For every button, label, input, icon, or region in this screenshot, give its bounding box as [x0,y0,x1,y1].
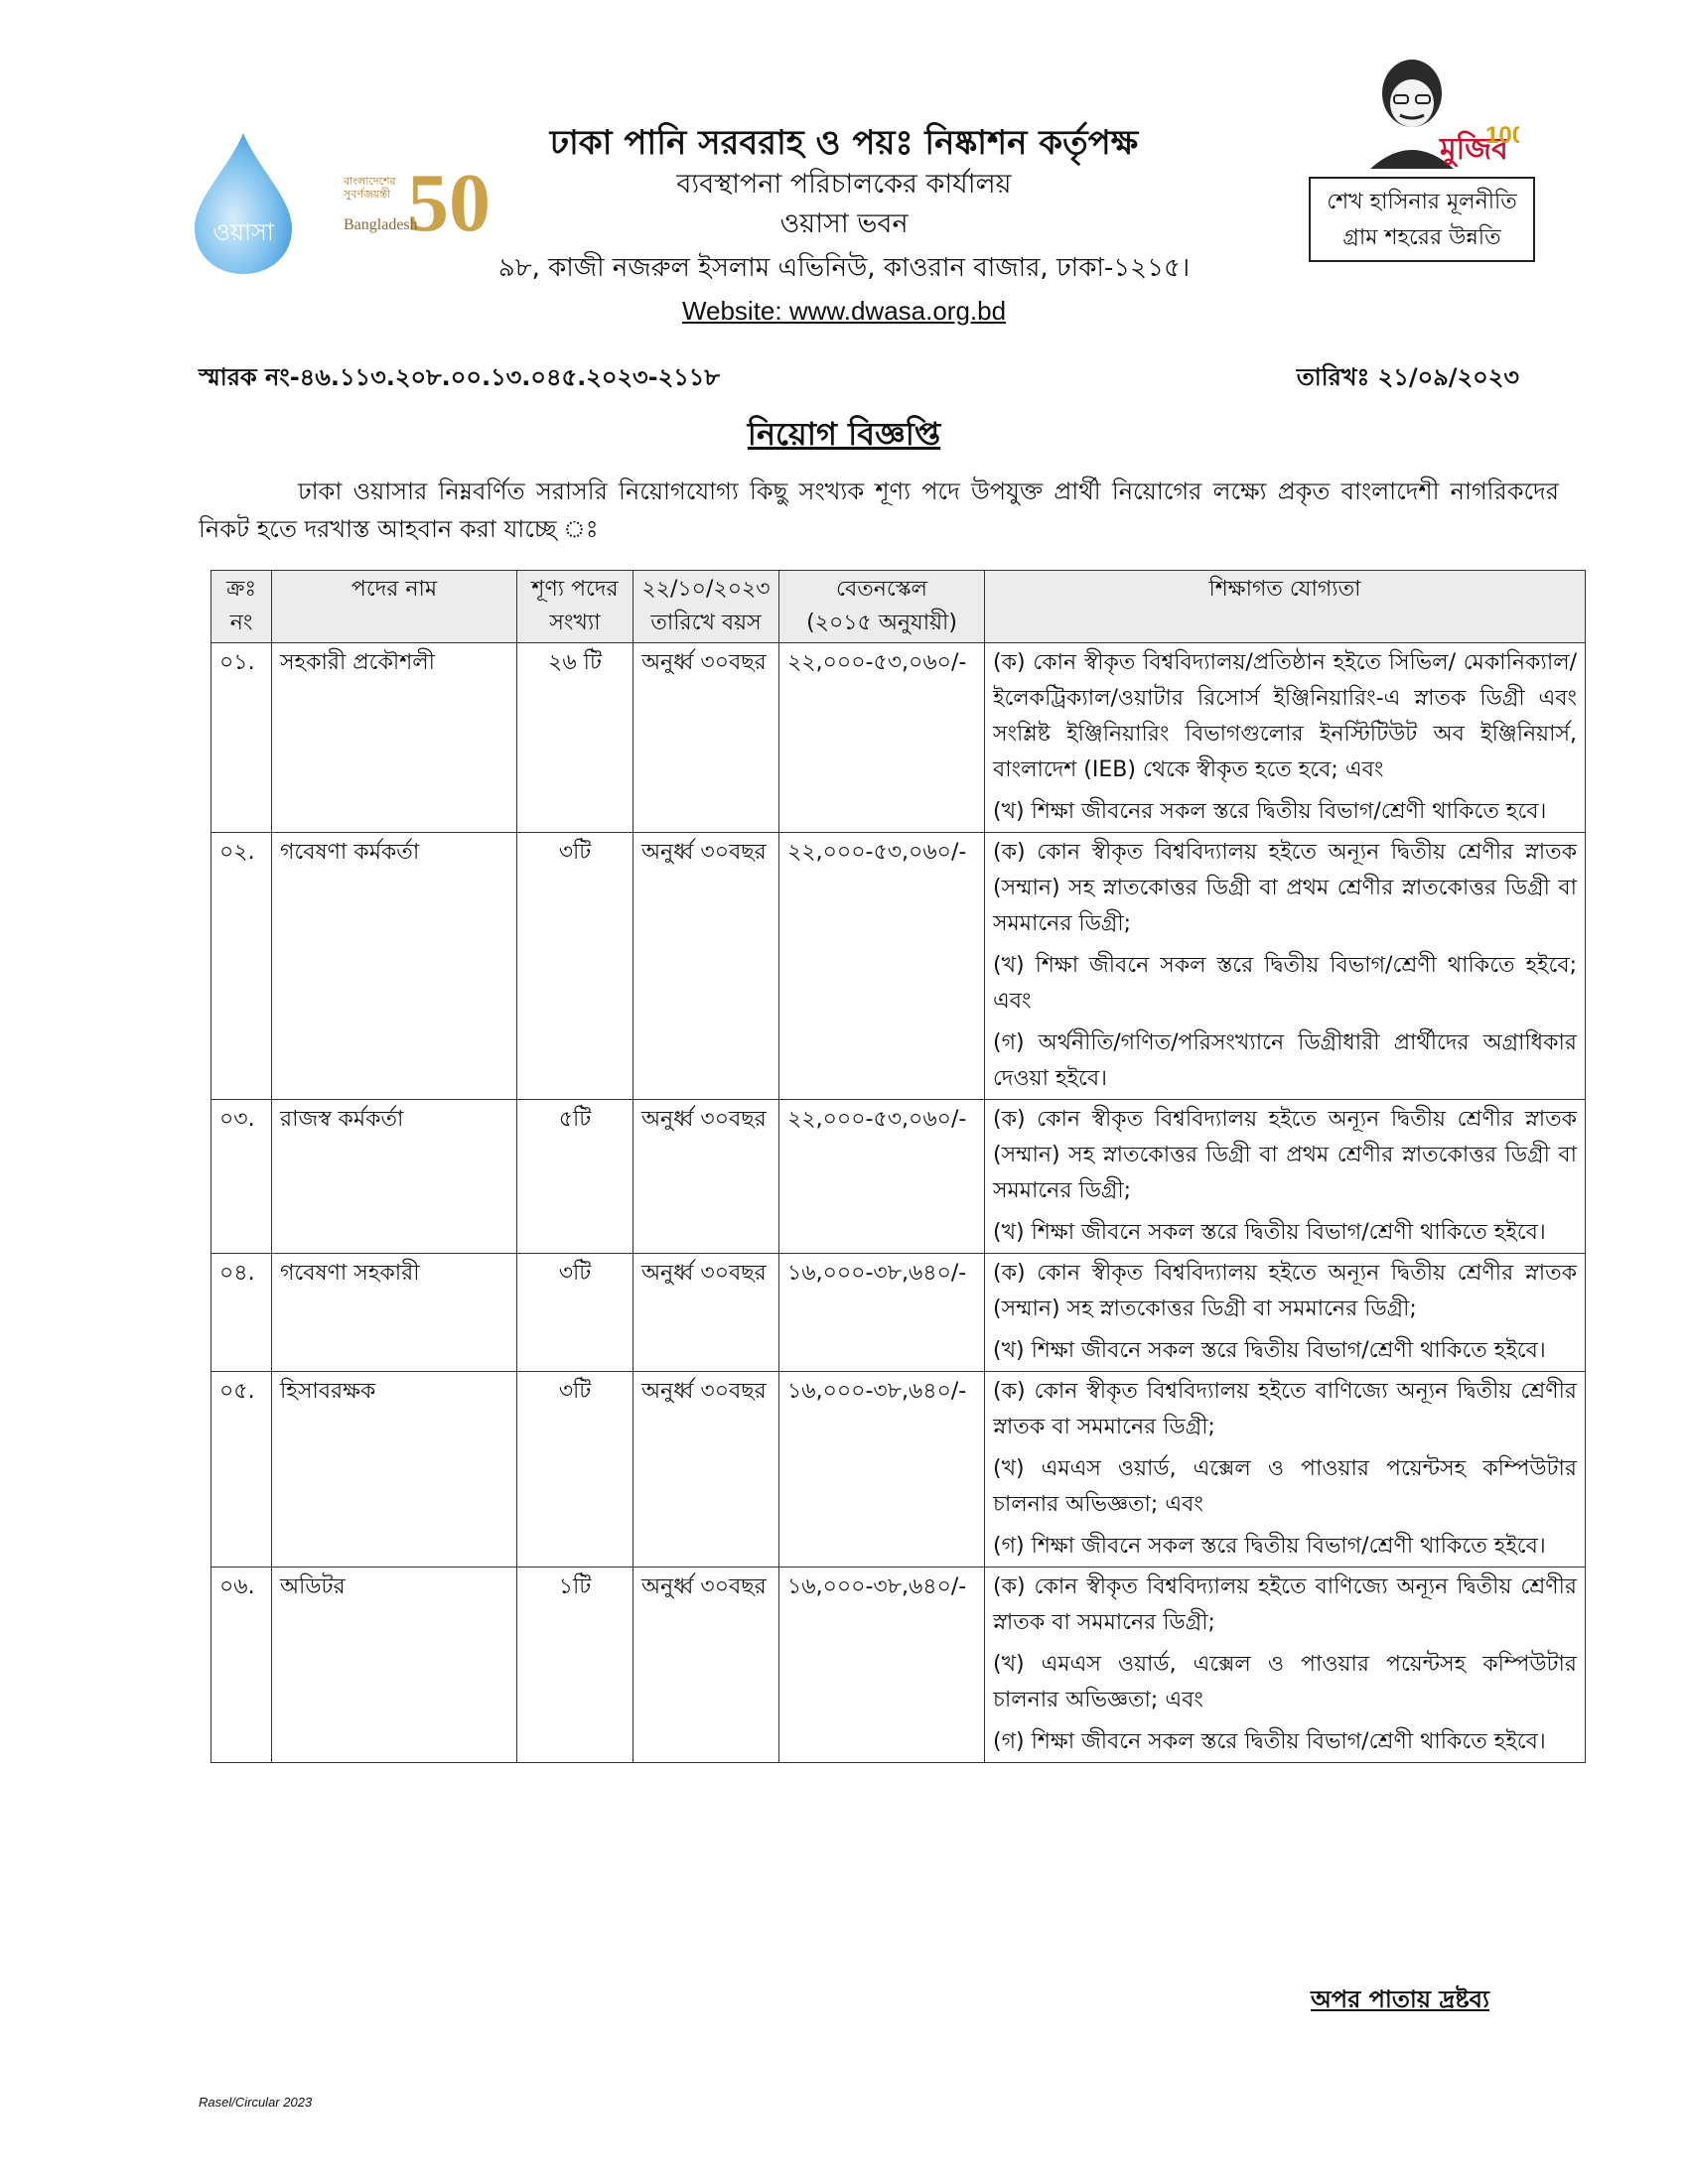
cell-post-name: হিসাবরক্ষক [272,1372,517,1568]
building-name: ওয়াসা ভবন [779,208,909,239]
cell-scale: ২২,০০০-৫৩,০৬০/- [779,643,985,833]
cell-qualification [985,833,1586,1100]
cell-post-name: গবেষণা কর্মকর্তা [272,833,517,1100]
posts-table [211,570,1586,1763]
bd50-small-text: বাংলাদেশের সুবর্ণজয়ন্তী [344,175,396,201]
cell-sl: ০৩. [211,1100,272,1254]
cell-qualification [985,1568,1586,1763]
cell-age: অনুর্ধ্ব ৩০বছর [633,1372,779,1568]
cell-count: ৫টি [517,1100,633,1254]
qualification-item: (ক) কোন স্বীকৃত বিশ্ববিদ্যালয় হইতে অন্যূন দ্বিতীয় শ্রেণীর স্নাতক (সম্মান) সহ স্নাতকোত্তর ডিগ্রী বা সমমানের ডিগ্রী; [993,1261,1577,1321]
header-scale: বেতনস্কেল (২০১৫ অনুযায়ী) [779,571,985,643]
cell-post-name: রাজস্ব কর্মকর্তা [272,1100,517,1254]
qualification-item: (খ) শিক্ষা জীবনে সকল স্তরে দ্বিতীয় বিভাগ/শ্রেণী থাকিতে হইবে। [993,1220,1546,1245]
qualification-item: (গ) অর্থনীতি/গণিত/পরিসংখ্যানে ডিগ্রীধারী প্রার্থীদের অগ্রাধিকার দেওয়া হইবে। [993,1030,1577,1091]
cell-scale: ২২,০০০-৫৩,০৬০/- [779,1100,985,1254]
cell-scale: ২২,০০০-৫৩,০৬০/- [779,833,985,1100]
cell-sl: ০৪. [211,1254,272,1372]
cell-sl: ০১. [211,643,272,833]
cell-scale: ১৬,০০০-৩৮,৬৪০/- [779,1568,985,1763]
office-name: ব্যবস্থাপনা পরিচালকের কার্যালয় [676,169,1012,200]
cell-age: অনুর্ধ্ব ৩০বছর [633,1100,779,1254]
address: ৯৮, কাজী নজরুল ইসলাম এভিনিউ, কাওরান বাজার, ঢাকা-১২১৫। [497,253,1191,283]
water-drop-icon [189,129,298,278]
qualification-item: (খ) শিক্ষা জীবনের সকল স্তরে দ্বিতীয় বিভাগ/শ্রেণী থাকিতে হবে। [993,799,1547,824]
qualification-item: (খ) এমএস ওয়ার্ড, এক্সেল ও পাওয়ার পয়েন্টসহ কম্পিউটার চালনার অভিজ্ঞতা; এবং [993,1652,1577,1712]
qualification-item: (ক) কোন স্বীকৃত বিশ্ববিদ্যালয় হইতে বাণিজ্যে অন্যূন দ্বিতীয় শ্রেণীর স্নাতক বা সমমানের ডিগ্রী; [993,1379,1577,1439]
cell-post-name: গবেষণা সহকারী [272,1254,517,1372]
org-name: ঢাকা পানি সরবরাহ ও পয়ঃ নিষ্কাশন কর্তৃপক্ষ [549,123,1139,163]
qualification-item: (ক) কোন স্বীকৃত বিশ্ববিদ্যালয় হইতে অন্যূন দ্বিতীয় শ্রেণীর স্নাতক (সম্মান) সহ স্নাতকোত্তর ডিগ্রী বা প্রথম শ্রেণীর স্নাতকোত্তর ডিগ্রী বা সমমানের ডিগ্রী; [993,1107,1577,1203]
cell-count: ২৬ টি [517,643,633,833]
cell-count: ৩টি [517,1254,633,1372]
website-link[interactable]: Website: www.dwasa.org.bd [681,296,1007,326]
header-block [417,121,1271,330]
table-row [211,1372,1586,1568]
notice-title: নিয়োগ বিজ্ঞপ্তি [747,415,941,453]
qualification-item: (গ) শিক্ষা জীবনে সকল স্তরে দ্বিতীয় বিভাগ/শ্রেণী থাকিতে হইবে। [993,1534,1546,1559]
bd50-number: 50 [407,157,491,249]
cell-sl: ০২. [211,833,272,1100]
slogan-line-1: শেখ হাসিনার মূলনীতি [1327,190,1517,214]
qualification-item: (ক) কোন স্বীকৃত বিশ্ববিদ্যালয় হইতে বাণিজ্যে অন্যূন দ্বিতীয় শ্রেণীর স্নাতক বা সমমানের ডিগ্রী; [993,1574,1577,1635]
cell-age: অনুর্ধ্ব ৩০বছর [633,643,779,833]
mujib-100-logo [1350,52,1519,171]
cell-count: ৩টি [517,833,633,1100]
qualification-item: (গ) শিক্ষা জীবনে সকল স্তরে দ্বিতীয় বিভাগ/শ্রেণী থাকিতে হইবে। [993,1729,1546,1754]
bd50-text: Bangladesh [344,216,418,233]
cell-qualification [985,1254,1586,1372]
cell-age: অনুর্ধ্ব ৩০বছর [633,1568,779,1763]
table-row [211,1568,1586,1763]
qualification-item: (খ) শিক্ষা জীবনে সকল স্তরে দ্বিতীয় বিভাগ/শ্রেণী থাকিতে হইবে; এবং [993,953,1577,1014]
memo-date: তারিখঃ ২১/০৯/২০২৩ [1296,363,1519,391]
qualification-item: (খ) শিক্ষা জীবনে সকল স্তরে দ্বিতীয় বিভাগ/শ্রেণী থাকিতে হইবে। [993,1338,1546,1363]
table-row [211,1254,1586,1372]
cell-qualification [985,1372,1586,1568]
cell-qualification [985,1100,1586,1254]
cell-sl: ০৬. [211,1568,272,1763]
cell-post-name: সহকারী প্রকৌশলী [272,643,517,833]
mujib-logo-text: মুজিব [1440,132,1508,167]
table-row [211,643,1586,833]
table-row [211,1100,1586,1254]
cell-age: অনুর্ধ্ব ৩০বছর [633,1254,779,1372]
header-sl: ক্রঃ নং [211,571,272,643]
slogan-box [1309,177,1535,262]
cell-post-name: অডিটর [272,1568,517,1763]
slogan-line-2: গ্রাম শহরের উন্নতি [1342,225,1501,250]
notice-title-wrap [0,409,1688,463]
cell-sl: ০৫. [211,1372,272,1568]
cell-age: অনুর্ধ্ব ৩০বছর [633,833,779,1100]
cell-scale: ১৬,০০০-৩৮,৬৪০/- [779,1254,985,1372]
next-page-note: অপর পাতায় দ্রষ্টব্য [1311,1985,1489,2013]
memo-number: স্মারক নং-৪৬.১১৩.২০৮.০০.১৩.০৪৫.২০২৩-২১১৮ [199,363,720,391]
cell-qualification [985,643,1586,833]
qualification-item: (ক) কোন স্বীকৃত বিশ্ববিদ্যালয়/প্রতিষ্ঠান হইতে সিভিল/ মেকানিক্যাল/ইলেকট্রিক্যাল/ওয়াটার রিসোর্স ইঞ্জিনিয়ারিং-এ স্নাতক ডিগ্রী এবং সংশ্লিষ্ট ইঞ্জিনিয়ারিং বিভাগগুলোর ইনস্টিটিউট অব ইঞ্জিনিয়ার্স, বাংলাদেশ (IEB) থেকে স্বীকৃত হতে হবে; এবং [993,650,1577,782]
header-qual: শিক্ষাগত যোগ্যতা [985,571,1586,643]
table-row [211,833,1586,1100]
qualification-item: (খ) এমএস ওয়ার্ড, এক্সেল ও পাওয়ার পয়েন্টসহ কম্পিউটার চালনার অভিজ্ঞতা; এবং [993,1456,1577,1517]
intro-paragraph: ঢাকা ওয়াসার নিম্নবর্ণিত সরাসরি নিয়োগযোগ্য কিছু সংখ্যক শূণ্য পদে উপযুক্ত প্রার্থী নিয়োগের লক্ষ্যে প্রকৃত বাংলাদেশী নাগরিকদের নিকট হতে দরখাস্ত আহবান করা যাচ্ছে ঃ [199,478,1559,543]
qualification-item: (ক) কোন স্বীকৃত বিশ্ববিদ্যালয় হইতে অন্যূন দ্বিতীয় শ্রেণীর স্নাতক (সম্মান) সহ স্নাতকোত্তর ডিগ্রী বা প্রথম শ্রেণীর স্নাতকোত্তর ডিগ্রী বা সমমানের ডিগ্রী; [993,840,1577,936]
table-header-row [211,571,1586,643]
cell-count: ৩টি [517,1372,633,1568]
header-age: ২২/১০/২০২৩ তারিখে বয়স [633,571,779,643]
portrait-icon [1350,52,1519,171]
footer-note: Rasel/Circular 2023 [199,2095,313,2110]
mujib-logo-num: 100 [1485,122,1519,149]
cell-scale: ১৬,০০০-৩৮,৬৪০/- [779,1372,985,1568]
header-name: পদের নাম [272,571,517,643]
wasa-logo [189,129,298,278]
wasa-logo-text: ওয়াসা [212,218,274,246]
cell-count: ১টি [517,1568,633,1763]
header-count: শূণ্য পদের সংখ্যা [517,571,633,643]
